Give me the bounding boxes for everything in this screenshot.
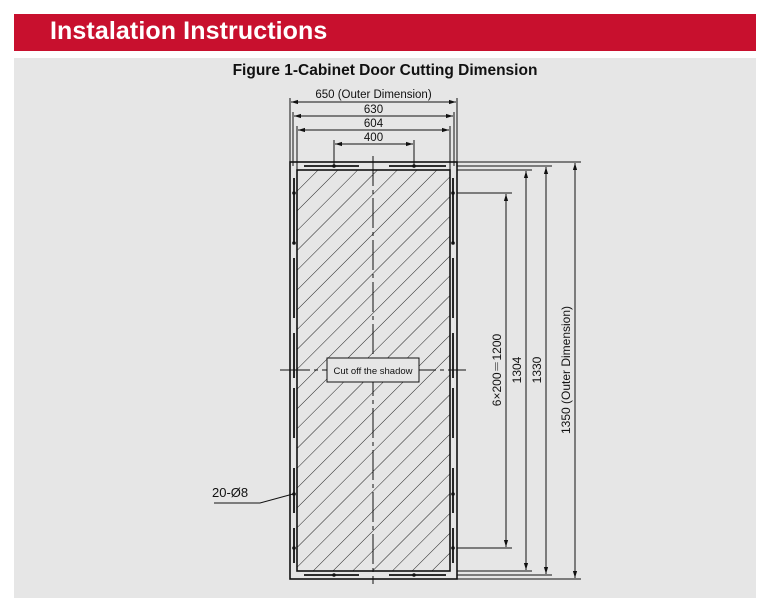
dim-630-label: 630 — [363, 104, 384, 116]
dim-604-label: 604 — [363, 118, 384, 130]
figure-panel — [14, 58, 756, 598]
section-title: Instalation Instructions — [50, 17, 328, 45]
dim-1200-label: 6×200＝1200 — [490, 333, 504, 407]
dim-1350-label: 1350 (Outer Dimension) — [559, 305, 573, 435]
dim-650-label: 650 (Outer Dimension) — [315, 89, 432, 101]
cut-label: Cut off the shadow — [333, 366, 413, 377]
dim-1330-label: 1330 — [530, 356, 544, 384]
figure-title: Figure 1-Cabinet Door Cutting Dimension — [232, 62, 538, 79]
dim-400-label: 400 — [363, 132, 384, 144]
hole-label: 20-Ø8 — [212, 485, 249, 500]
section-header — [14, 14, 756, 51]
cabinet-door-drawing — [14, 58, 756, 598]
dim-1304-label: 1304 — [510, 356, 524, 384]
